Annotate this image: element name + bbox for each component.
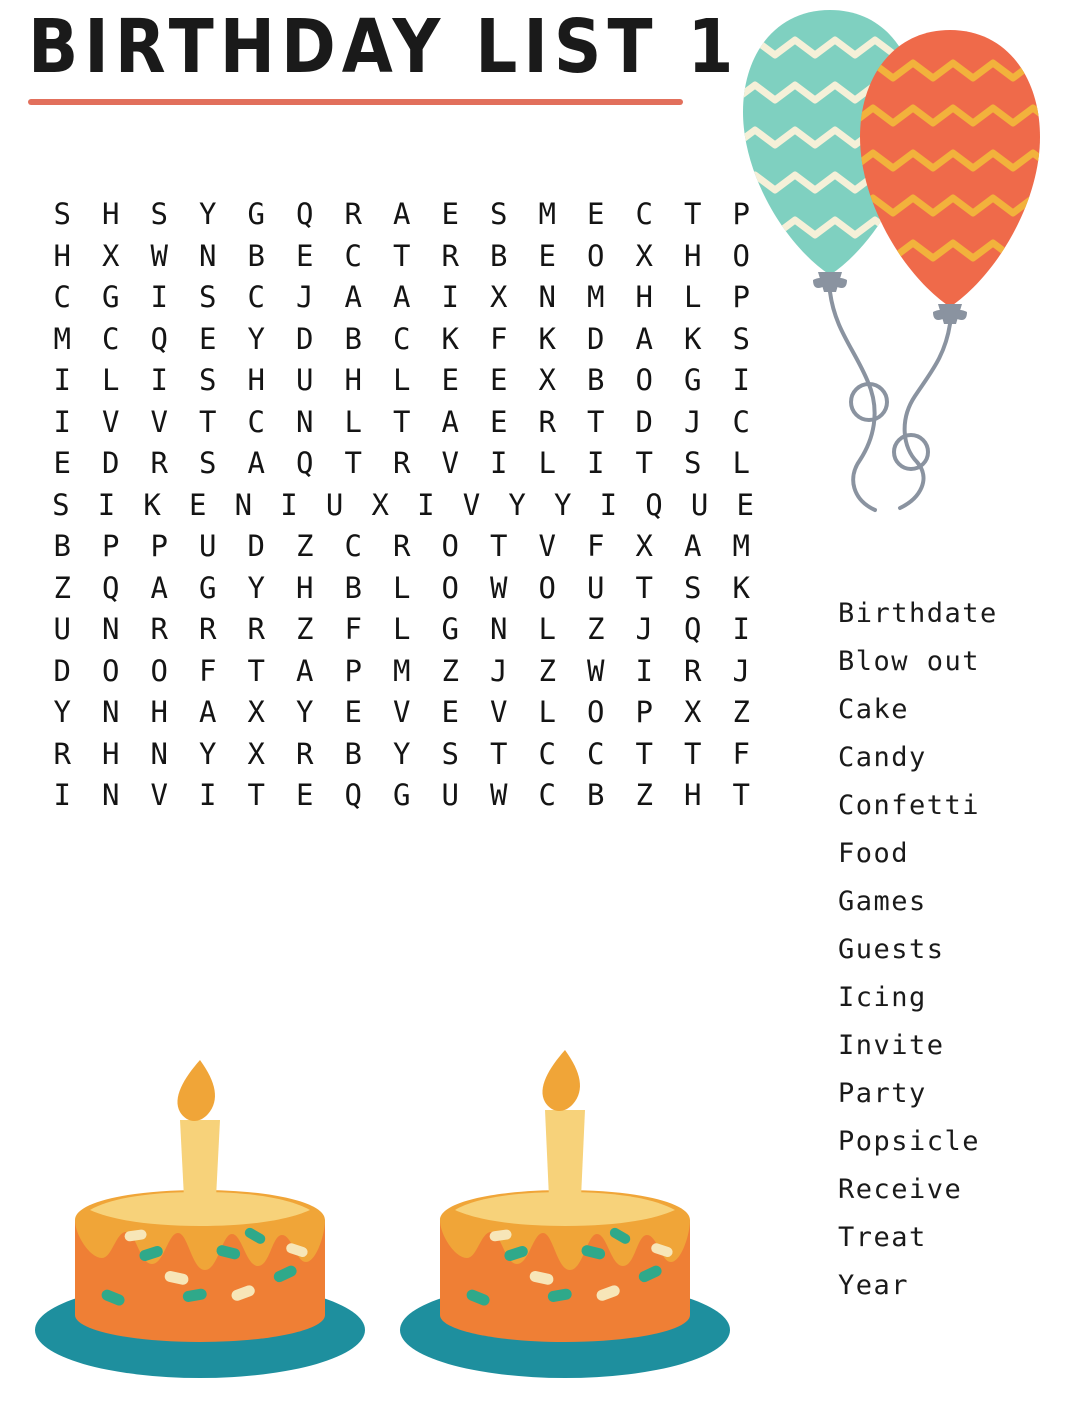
grid-cell: V bbox=[393, 695, 411, 729]
grid-cell: V bbox=[462, 487, 481, 522]
grid-cell: H bbox=[102, 736, 120, 771]
grid-cell: B bbox=[587, 778, 605, 812]
grid-cell: A bbox=[199, 695, 217, 729]
grid-cell: X bbox=[490, 280, 508, 314]
grid-cell: U bbox=[690, 487, 709, 522]
grid-cell: X bbox=[247, 695, 265, 729]
grid-cell: V bbox=[150, 404, 168, 439]
grid-row bbox=[38, 238, 768, 273]
grid-cell: S bbox=[199, 446, 217, 480]
grid-cell: Y bbox=[393, 736, 411, 771]
cake-left bbox=[35, 1060, 365, 1378]
grid-cell: N bbox=[490, 612, 508, 646]
grid-cell: C bbox=[247, 280, 265, 314]
grid-cell: U bbox=[325, 487, 344, 522]
balloon-strings bbox=[830, 292, 950, 510]
grid-cell: P bbox=[635, 695, 653, 729]
grid-cell: E bbox=[344, 695, 362, 729]
grid-cell: Z bbox=[587, 612, 605, 646]
grid-cell: X bbox=[635, 238, 653, 273]
grid-cell: Y bbox=[508, 487, 526, 522]
grid-cell: R bbox=[150, 612, 168, 646]
grid-row bbox=[38, 529, 768, 563]
word-list-item: Party bbox=[838, 1078, 927, 1109]
grid-cell: O bbox=[102, 653, 120, 688]
grid-row bbox=[38, 404, 768, 439]
grid-cell: A bbox=[635, 321, 653, 356]
grid-cell: T bbox=[490, 529, 508, 563]
grid-cell: E bbox=[188, 487, 207, 522]
grid-cell: T bbox=[393, 238, 411, 273]
grid-cell: V bbox=[441, 446, 459, 480]
grid-cell: S bbox=[150, 197, 168, 231]
grid-cell: I bbox=[635, 653, 653, 688]
grid-cell: E bbox=[490, 363, 508, 397]
grid-cell: S bbox=[53, 197, 71, 231]
word-list-item: Candy bbox=[838, 742, 927, 773]
grid-cell: L bbox=[393, 612, 411, 646]
grid-cell: E bbox=[296, 778, 314, 812]
grid-cell: W bbox=[587, 653, 605, 688]
grid-cell: O bbox=[635, 363, 653, 397]
grid-cell: M bbox=[732, 529, 750, 563]
grid-cell: R bbox=[393, 529, 411, 563]
word-list-item: Popsicle bbox=[838, 1126, 981, 1157]
grid-cell: E bbox=[199, 321, 217, 356]
grid-cell: R bbox=[344, 197, 362, 231]
grid-cell: I bbox=[280, 487, 298, 522]
grid-row bbox=[38, 197, 768, 231]
grid-cell: Y bbox=[247, 321, 265, 356]
grid-cell: W bbox=[490, 570, 508, 605]
grid-cell: C bbox=[393, 321, 411, 356]
grid-cell: Q bbox=[150, 321, 168, 356]
grid-cell: V bbox=[538, 529, 556, 563]
grid-cell: S bbox=[52, 487, 70, 522]
grid-cell: I bbox=[199, 778, 217, 812]
grid-cell: G bbox=[247, 197, 265, 231]
grid-cell: A bbox=[150, 570, 168, 605]
grid-cell: F bbox=[344, 612, 362, 646]
cakes-illustration bbox=[20, 1030, 750, 1400]
grid-cell: S bbox=[199, 280, 217, 314]
grid-cell: F bbox=[587, 529, 605, 563]
grid-cell: Q bbox=[645, 487, 663, 522]
grid-cell: S bbox=[684, 446, 702, 480]
grid-cell: O bbox=[441, 570, 459, 605]
grid-cell: E bbox=[53, 446, 71, 480]
grid-cell: K bbox=[143, 487, 161, 522]
grid-cell: T bbox=[635, 570, 653, 605]
grid-cell: R bbox=[150, 446, 168, 480]
grid-cell: H bbox=[53, 238, 71, 273]
word-list-item: Blow out bbox=[838, 646, 981, 677]
grid-cell: C bbox=[587, 736, 605, 771]
grid-cell: F bbox=[732, 736, 750, 771]
grid-cell: R bbox=[393, 446, 411, 480]
grid-cell: C bbox=[732, 404, 750, 439]
grid-cell: E bbox=[296, 238, 314, 273]
grid-cell: Z bbox=[296, 529, 314, 563]
page-title: BIRTHDAY LIST 1 bbox=[28, 3, 740, 90]
grid-cell: C bbox=[538, 778, 556, 812]
grid-cell: E bbox=[441, 695, 459, 729]
grid-cell: A bbox=[393, 197, 411, 231]
grid-cell: U bbox=[587, 570, 605, 605]
grid-cell: L bbox=[102, 363, 120, 397]
grid-row bbox=[38, 736, 768, 771]
grid-cell: C bbox=[247, 404, 265, 439]
grid-cell: X bbox=[538, 363, 556, 397]
grid-cell: H bbox=[150, 695, 168, 729]
grid-cell: Q bbox=[102, 570, 120, 605]
grid-cell: D bbox=[635, 404, 653, 439]
grid-cell: V bbox=[102, 404, 120, 439]
grid-cell: D bbox=[247, 529, 265, 563]
grid-cell: X bbox=[102, 238, 120, 273]
grid-cell: G bbox=[199, 570, 217, 605]
grid-cell: N bbox=[102, 612, 120, 646]
grid-cell: T bbox=[635, 736, 653, 771]
grid-cell: A bbox=[393, 280, 411, 314]
word-list-item: Confetti bbox=[838, 790, 981, 821]
grid-cell: K bbox=[684, 321, 702, 356]
title-underline-rule bbox=[28, 99, 683, 105]
grid-cell: J bbox=[296, 280, 314, 314]
grid-cell: H bbox=[344, 363, 362, 397]
word-search-grid bbox=[38, 197, 768, 823]
grid-cell: Z bbox=[296, 612, 314, 646]
grid-row bbox=[38, 487, 768, 522]
grid-cell: I bbox=[53, 778, 71, 812]
grid-cell: R bbox=[53, 736, 71, 771]
grid-cell: E bbox=[441, 363, 459, 397]
grid-cell: L bbox=[538, 446, 556, 480]
grid-cell: W bbox=[150, 238, 168, 273]
grid-cell: O bbox=[441, 529, 459, 563]
grid-cell: A bbox=[684, 529, 702, 563]
grid-cell: B bbox=[53, 529, 71, 563]
grid-cell: A bbox=[296, 653, 314, 688]
grid-cell: B bbox=[344, 736, 362, 771]
grid-cell: Y bbox=[199, 736, 217, 771]
grid-cell: E bbox=[736, 487, 754, 522]
grid-cell: S bbox=[441, 736, 459, 771]
grid-cell: P bbox=[150, 529, 168, 563]
grid-row bbox=[38, 321, 768, 356]
grid-cell: B bbox=[344, 321, 362, 356]
grid-row bbox=[38, 778, 768, 812]
grid-cell: O bbox=[587, 695, 605, 729]
grid-cell: C bbox=[538, 736, 556, 771]
grid-cell: S bbox=[199, 363, 217, 397]
grid-cell: P bbox=[344, 653, 362, 688]
word-list-item: Icing bbox=[838, 982, 927, 1013]
grid-cell: I bbox=[490, 446, 508, 480]
grid-cell: Q bbox=[296, 446, 314, 480]
grid-cell: G bbox=[441, 612, 459, 646]
grid-row bbox=[38, 280, 768, 314]
grid-cell: R bbox=[247, 612, 265, 646]
grid-cell: Y bbox=[296, 695, 314, 729]
grid-cell: N bbox=[102, 695, 120, 729]
grid-cell: C bbox=[102, 321, 120, 356]
grid-cell: L bbox=[344, 404, 362, 439]
grid-cell: L bbox=[684, 280, 702, 314]
grid-cell: N bbox=[199, 238, 217, 273]
grid-cell: Z bbox=[441, 653, 459, 688]
title-block bbox=[28, 3, 740, 105]
grid-cell: I bbox=[150, 363, 168, 397]
grid-cell: N bbox=[150, 736, 168, 771]
grid-cell: R bbox=[538, 404, 556, 439]
grid-cell: X bbox=[371, 487, 389, 522]
grid-cell: Q bbox=[344, 778, 362, 812]
grid-cell: T bbox=[490, 736, 508, 771]
cake-right bbox=[400, 1050, 730, 1378]
grid-cell: Q bbox=[296, 197, 314, 231]
grid-cell: X bbox=[247, 736, 265, 771]
grid-cell: E bbox=[441, 197, 459, 231]
grid-cell: G bbox=[102, 280, 120, 314]
grid-cell: D bbox=[587, 321, 605, 356]
orange-balloon bbox=[853, 30, 1053, 324]
grid-cell: R bbox=[684, 653, 702, 688]
grid-cell: N bbox=[102, 778, 120, 812]
grid-cell: H bbox=[684, 778, 702, 812]
grid-cell: U bbox=[296, 363, 314, 397]
word-list-item: Receive bbox=[838, 1174, 963, 1205]
grid-cell: H bbox=[684, 238, 702, 273]
grid-cell: S bbox=[490, 197, 508, 231]
grid-cell: T bbox=[199, 404, 217, 439]
word-list bbox=[838, 600, 1068, 1320]
grid-cell: S bbox=[732, 321, 750, 356]
grid-cell: T bbox=[635, 446, 653, 480]
grid-cell: E bbox=[490, 404, 508, 439]
grid-cell: C bbox=[635, 197, 653, 231]
grid-cell: J bbox=[684, 404, 702, 439]
grid-cell: Y bbox=[553, 487, 572, 522]
grid-cell: M bbox=[53, 321, 71, 356]
grid-cell: U bbox=[53, 612, 71, 646]
grid-cell: B bbox=[344, 570, 362, 605]
grid-cell: L bbox=[732, 446, 750, 480]
grid-cell: I bbox=[599, 487, 618, 522]
grid-cell: D bbox=[296, 321, 314, 356]
grid-cell: R bbox=[296, 736, 314, 771]
grid-cell: U bbox=[199, 529, 217, 563]
grid-cell: O bbox=[732, 238, 750, 273]
word-list-item: Guests bbox=[838, 934, 945, 965]
grid-cell: I bbox=[417, 487, 435, 522]
grid-cell: E bbox=[538, 238, 556, 273]
grid-cell: P bbox=[732, 280, 750, 314]
grid-cell: P bbox=[732, 197, 750, 231]
grid-cell: Q bbox=[684, 612, 702, 646]
grid-cell: T bbox=[732, 778, 750, 812]
grid-cell: M bbox=[393, 653, 411, 688]
grid-cell: A bbox=[344, 280, 362, 314]
grid-cell: M bbox=[587, 280, 605, 314]
grid-cell: X bbox=[635, 529, 653, 563]
grid-cell: B bbox=[490, 238, 508, 273]
grid-cell: C bbox=[53, 280, 71, 314]
grid-cell: G bbox=[684, 363, 702, 397]
grid-cell: T bbox=[684, 736, 702, 771]
grid-cell: F bbox=[490, 321, 508, 356]
grid-cell: I bbox=[732, 612, 750, 646]
grid-cell: I bbox=[150, 280, 168, 314]
grid-cell: O bbox=[587, 238, 605, 273]
grid-cell: J bbox=[490, 653, 508, 688]
word-list-item: Food bbox=[838, 838, 910, 869]
grid-cell: Z bbox=[635, 778, 653, 812]
grid-cell: I bbox=[53, 404, 71, 439]
grid-cell: T bbox=[587, 404, 605, 439]
grid-cell: Y bbox=[247, 570, 265, 605]
word-list-item: Year bbox=[838, 1270, 910, 1301]
grid-cell: I bbox=[53, 363, 71, 397]
grid-cell: N bbox=[296, 404, 314, 439]
grid-cell: U bbox=[441, 778, 459, 812]
balloons-illustration bbox=[735, 0, 1065, 520]
grid-cell: I bbox=[732, 363, 750, 397]
grid-cell: I bbox=[97, 487, 116, 522]
word-list-item: Games bbox=[838, 886, 927, 917]
grid-cell: G bbox=[393, 778, 411, 812]
grid-cell: R bbox=[199, 612, 217, 646]
grid-row bbox=[38, 363, 768, 397]
grid-cell: D bbox=[102, 446, 120, 480]
grid-row bbox=[38, 612, 768, 646]
grid-cell: Z bbox=[53, 570, 71, 605]
grid-cell: C bbox=[344, 238, 362, 273]
grid-cell: W bbox=[490, 778, 508, 812]
grid-cell: N bbox=[538, 280, 556, 314]
grid-cell: K bbox=[441, 321, 459, 356]
grid-cell: S bbox=[684, 570, 702, 605]
grid-cell: N bbox=[234, 487, 253, 522]
grid-cell: H bbox=[247, 363, 265, 397]
grid-row bbox=[38, 695, 768, 729]
word-list-item: Birthdate bbox=[838, 598, 998, 629]
grid-row bbox=[38, 446, 768, 480]
grid-cell: L bbox=[538, 612, 556, 646]
grid-cell: L bbox=[393, 570, 411, 605]
grid-cell: A bbox=[247, 446, 265, 480]
grid-cell: K bbox=[538, 321, 556, 356]
grid-cell: T bbox=[393, 404, 411, 439]
grid-cell: L bbox=[393, 363, 411, 397]
grid-cell: Z bbox=[732, 695, 750, 729]
grid-cell: J bbox=[732, 653, 750, 688]
grid-cell: T bbox=[247, 653, 265, 688]
grid-cell: P bbox=[102, 529, 120, 563]
grid-cell: F bbox=[199, 653, 217, 688]
grid-cell: B bbox=[587, 363, 605, 397]
grid-cell: A bbox=[441, 404, 459, 439]
grid-cell: Y bbox=[199, 197, 217, 231]
grid-cell: H bbox=[296, 570, 314, 605]
grid-cell: Z bbox=[538, 653, 556, 688]
word-list-item: Cake bbox=[838, 694, 910, 725]
grid-cell: I bbox=[587, 446, 605, 480]
grid-row bbox=[38, 653, 768, 688]
grid-cell: D bbox=[53, 653, 71, 688]
grid-cell: R bbox=[441, 238, 459, 273]
grid-cell: H bbox=[635, 280, 653, 314]
grid-cell: E bbox=[587, 197, 605, 231]
grid-cell: T bbox=[344, 446, 362, 480]
grid-cell: K bbox=[732, 570, 750, 605]
grid-cell: T bbox=[684, 197, 702, 231]
grid-cell: Y bbox=[53, 695, 71, 729]
grid-cell: O bbox=[150, 653, 168, 688]
grid-row bbox=[38, 570, 768, 605]
word-list-item: Treat bbox=[838, 1222, 927, 1253]
grid-cell: T bbox=[247, 778, 265, 812]
grid-cell: I bbox=[441, 280, 459, 314]
grid-cell: O bbox=[538, 570, 556, 605]
grid-cell: X bbox=[684, 695, 702, 729]
grid-cell: M bbox=[538, 197, 556, 231]
grid-cell: H bbox=[102, 197, 120, 231]
grid-cell: C bbox=[344, 529, 362, 563]
grid-cell: B bbox=[247, 238, 265, 273]
grid-cell: V bbox=[490, 695, 508, 729]
grid-cell: L bbox=[538, 695, 556, 729]
grid-cell: V bbox=[150, 778, 168, 812]
grid-cell: J bbox=[635, 612, 653, 646]
word-list-item: Invite bbox=[838, 1030, 945, 1061]
